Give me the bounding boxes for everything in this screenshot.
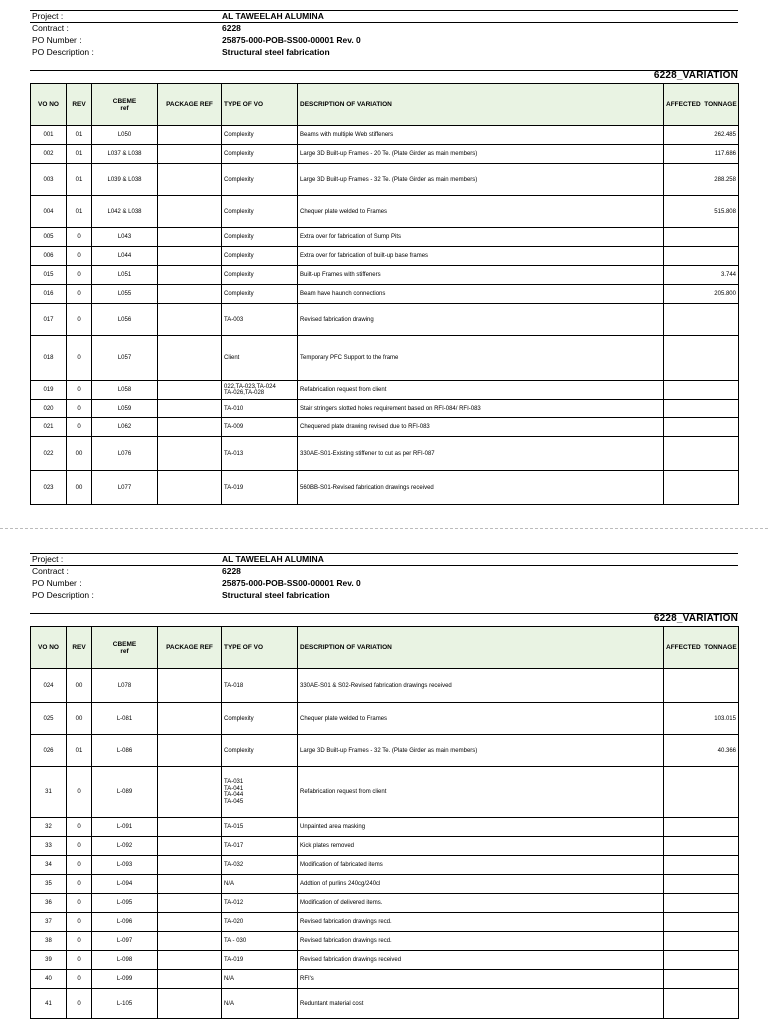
type-of-vo-cell: TA-015 xyxy=(222,818,298,837)
cbeme-ref-cell: L055 xyxy=(92,285,158,304)
table-row xyxy=(31,735,739,767)
type-of-vo-cell: Complexity xyxy=(222,285,298,304)
rev-cell: 01 xyxy=(67,145,92,164)
col-description: DESCRIPTION OF VARIATION xyxy=(298,84,664,126)
table-row xyxy=(31,126,739,145)
description-cell: Stair stringers slotted holes requirement based on RFI-084/ RFI-083 xyxy=(298,400,664,418)
package-ref-cell xyxy=(158,856,222,875)
sheet-page-1 xyxy=(30,10,738,505)
rev-cell: 0 xyxy=(67,913,92,932)
cbeme-ref-cell: L-094 xyxy=(92,875,158,894)
type-of-vo-cell: Complexity xyxy=(222,703,298,735)
package-ref-cell xyxy=(158,228,222,247)
tonnage-cell: 117.686 xyxy=(664,145,739,164)
col-cbeme-ref: CBEME ref xyxy=(92,627,158,669)
cbeme-ref-cell: L-099 xyxy=(92,970,158,989)
description-cell: Refabrication request from client xyxy=(298,767,664,818)
tonnage-cell xyxy=(664,669,739,703)
tonnage-cell xyxy=(664,767,739,818)
vo-no-cell: 017 xyxy=(31,304,67,336)
cbeme-ref-cell: L-089 xyxy=(92,767,158,818)
table-row xyxy=(31,304,739,336)
po-number-label: PO Number : xyxy=(32,35,82,45)
cbeme-ref-cell: L-096 xyxy=(92,913,158,932)
cbeme-ref-cell: L-081 xyxy=(92,703,158,735)
package-ref-cell xyxy=(158,703,222,735)
description-cell: Revised fabrication drawings recd. xyxy=(298,913,664,932)
table-row xyxy=(31,285,739,304)
vo-no-cell: 40 xyxy=(31,970,67,989)
vo-no-cell: 39 xyxy=(31,951,67,970)
tonnage-cell: 3.744 xyxy=(664,266,739,285)
table-row xyxy=(31,818,739,837)
package-ref-cell xyxy=(158,989,222,1019)
cbeme-ref-cell: L-105 xyxy=(92,989,158,1019)
cbeme-ref-cell: L042 & L038 xyxy=(92,196,158,228)
package-ref-cell xyxy=(158,126,222,145)
type-of-vo-cell: TA-032 xyxy=(222,856,298,875)
cbeme-ref-cell: L062 xyxy=(92,418,158,437)
package-ref-cell xyxy=(158,285,222,304)
description-cell: 330AE-S01 & S02-Revised fabrication drawings received xyxy=(298,669,664,703)
table-row xyxy=(31,913,739,932)
vo-no-cell: 37 xyxy=(31,913,67,932)
cbeme-ref-cell: L-092 xyxy=(92,837,158,856)
vo-no-cell: 021 xyxy=(31,418,67,437)
sheet-header xyxy=(30,10,738,81)
description-cell: Modification of fabricated items xyxy=(298,856,664,875)
tonnage-cell xyxy=(664,875,739,894)
table-row xyxy=(31,951,739,970)
type-of-vo-cell: TA-013 xyxy=(222,437,298,471)
tonnage-cell xyxy=(664,818,739,837)
package-ref-cell xyxy=(158,669,222,703)
vo-no-cell: 31 xyxy=(31,767,67,818)
cbeme-ref-cell: L-097 xyxy=(92,932,158,951)
po-description-value: Structural steel fabrication xyxy=(222,47,330,57)
variation-table xyxy=(30,83,739,505)
description-cell: Large 3D Built-up Frames - 32 Te. (Plate Girder as main members) xyxy=(298,164,664,196)
type-of-vo-cell: Complexity xyxy=(222,735,298,767)
description-cell: Temporary PFC Support to the frame xyxy=(298,336,664,381)
contract-label: Contract : xyxy=(32,23,69,33)
po-description-value: Structural steel fabrication xyxy=(222,590,330,600)
vo-no-cell: 006 xyxy=(31,247,67,266)
table-row xyxy=(31,164,739,196)
type-of-vo-cell: TA-020 xyxy=(222,913,298,932)
rev-cell: 00 xyxy=(67,471,92,505)
package-ref-cell xyxy=(158,471,222,505)
tonnage-cell: 288.258 xyxy=(664,164,739,196)
vo-no-cell: 004 xyxy=(31,196,67,228)
package-ref-cell xyxy=(158,932,222,951)
table-row xyxy=(31,837,739,856)
cbeme-ref-cell: L039 & L038 xyxy=(92,164,158,196)
package-ref-cell xyxy=(158,951,222,970)
vo-no-cell: 005 xyxy=(31,228,67,247)
table-row xyxy=(31,381,739,400)
rev-cell: 00 xyxy=(67,703,92,735)
type-of-vo-cell: TA-031 TA-041 TA-044 TA-045 xyxy=(222,767,298,818)
rev-cell: 0 xyxy=(67,418,92,437)
col-description: DESCRIPTION OF VARIATION xyxy=(298,627,664,669)
cbeme-ref-cell: L-086 xyxy=(92,735,158,767)
vo-no-cell: 36 xyxy=(31,894,67,913)
cbeme-ref-cell: L050 xyxy=(92,126,158,145)
tonnage-cell xyxy=(664,837,739,856)
table-row xyxy=(31,875,739,894)
col-type-of-vo: TYPE OF VO xyxy=(222,627,298,669)
package-ref-cell xyxy=(158,145,222,164)
rev-cell: 01 xyxy=(67,164,92,196)
po-number-value: 25875-000-POB-SS00-00001 Rev. 0 xyxy=(222,578,361,588)
package-ref-cell xyxy=(158,266,222,285)
vo-no-cell: 025 xyxy=(31,703,67,735)
table-row xyxy=(31,247,739,266)
rev-cell: 0 xyxy=(67,247,92,266)
table-body xyxy=(31,126,739,505)
tonnage-cell: 40.366 xyxy=(664,735,739,767)
vo-no-cell: 015 xyxy=(31,266,67,285)
type-of-vo-cell: TA-019 xyxy=(222,951,298,970)
type-of-vo-cell: Complexity xyxy=(222,145,298,164)
package-ref-cell xyxy=(158,400,222,418)
tonnage-cell xyxy=(664,894,739,913)
description-cell: Unpainted area masking xyxy=(298,818,664,837)
col-affected-tonnage: AFFECTED TONNAGE xyxy=(664,84,739,126)
rev-cell: 0 xyxy=(67,989,92,1019)
rev-cell: 0 xyxy=(67,894,92,913)
rev-cell: 01 xyxy=(67,196,92,228)
package-ref-cell xyxy=(158,437,222,471)
vo-no-cell: 41 xyxy=(31,989,67,1019)
package-ref-cell xyxy=(158,837,222,856)
description-cell: Chequer plate welded to Frames xyxy=(298,196,664,228)
variation-title: 6228_VARIATION xyxy=(653,613,738,624)
table-row xyxy=(31,767,739,818)
rev-cell: 0 xyxy=(67,400,92,418)
variation-title: 6228_VARIATION xyxy=(653,70,738,81)
rev-cell: 0 xyxy=(67,336,92,381)
vo-no-cell: 002 xyxy=(31,145,67,164)
table-header-row xyxy=(31,84,739,126)
description-cell: Addtion of purlins 240cg/240cl xyxy=(298,875,664,894)
vo-no-cell: 026 xyxy=(31,735,67,767)
rev-cell: 0 xyxy=(67,767,92,818)
vo-no-cell: 32 xyxy=(31,818,67,837)
rev-cell: 0 xyxy=(67,228,92,247)
table-row xyxy=(31,437,739,471)
type-of-vo-cell: Complexity xyxy=(222,228,298,247)
description-cell: 560BB-S01-Revised fabrication drawings received xyxy=(298,471,664,505)
table-body xyxy=(31,669,739,1019)
cbeme-ref-cell: L-093 xyxy=(92,856,158,875)
cbeme-ref-cell: L076 xyxy=(92,437,158,471)
col-package-ref: PACKAGE REF xyxy=(158,84,222,126)
package-ref-cell xyxy=(158,970,222,989)
tonnage-cell: 262.485 xyxy=(664,126,739,145)
rev-cell: 0 xyxy=(67,970,92,989)
cbeme-ref-cell: L044 xyxy=(92,247,158,266)
package-ref-cell xyxy=(158,818,222,837)
description-cell: Revised fabrication drawings recd. xyxy=(298,932,664,951)
vo-no-cell: 024 xyxy=(31,669,67,703)
tonnage-cell xyxy=(664,970,739,989)
tonnage-cell: 103.015 xyxy=(664,703,739,735)
vo-no-cell: 34 xyxy=(31,856,67,875)
table-row xyxy=(31,266,739,285)
tonnage-cell xyxy=(664,856,739,875)
contract-label: Contract : xyxy=(32,566,69,576)
col-vo-no: VO NO xyxy=(31,84,67,126)
type-of-vo-cell: Complexity xyxy=(222,126,298,145)
description-cell: Revised fabrication drawing xyxy=(298,304,664,336)
table-header-row xyxy=(31,627,739,669)
po-description-label: PO Description : xyxy=(32,47,94,57)
description-cell: Extra over for fabrication of Sump Pits xyxy=(298,228,664,247)
col-type-of-vo: TYPE OF VO xyxy=(222,84,298,126)
cbeme-ref-cell: L058 xyxy=(92,381,158,400)
description-cell: Modification of delivered items. xyxy=(298,894,664,913)
description-cell: Built-up Frames with stiffeners xyxy=(298,266,664,285)
package-ref-cell xyxy=(158,735,222,767)
vo-no-cell: 001 xyxy=(31,126,67,145)
table-row xyxy=(31,336,739,381)
rev-cell: 0 xyxy=(67,266,92,285)
cbeme-ref-cell: L056 xyxy=(92,304,158,336)
type-of-vo-cell: Complexity xyxy=(222,247,298,266)
package-ref-cell xyxy=(158,304,222,336)
tonnage-cell xyxy=(664,381,739,400)
table-row xyxy=(31,669,739,703)
tonnage-cell xyxy=(664,932,739,951)
tonnage-cell xyxy=(664,400,739,418)
vo-no-cell: 35 xyxy=(31,875,67,894)
vo-no-cell: 018 xyxy=(31,336,67,381)
table-row xyxy=(31,894,739,913)
table-row xyxy=(31,228,739,247)
variation-table xyxy=(30,626,739,1019)
type-of-vo-cell: TA - 030 xyxy=(222,932,298,951)
table-row xyxy=(31,145,739,164)
type-of-vo-cell: TA-009 xyxy=(222,418,298,437)
col-vo-no: VO NO xyxy=(31,627,67,669)
cbeme-ref-cell: L037 & L038 xyxy=(92,145,158,164)
type-of-vo-cell: TA-019 xyxy=(222,471,298,505)
package-ref-cell xyxy=(158,767,222,818)
tonnage-cell xyxy=(664,418,739,437)
description-cell: Revised fabrication drawings received xyxy=(298,951,664,970)
vo-no-cell: 33 xyxy=(31,837,67,856)
package-ref-cell xyxy=(158,336,222,381)
description-cell: Kick plates removed xyxy=(298,837,664,856)
rev-cell: 0 xyxy=(67,951,92,970)
package-ref-cell xyxy=(158,875,222,894)
type-of-vo-cell: TA-018 xyxy=(222,669,298,703)
page-separator xyxy=(0,528,768,530)
type-of-vo-cell: Complexity xyxy=(222,196,298,228)
cbeme-ref-cell: L059 xyxy=(92,400,158,418)
table-row xyxy=(31,989,739,1019)
cbeme-ref-cell: L-098 xyxy=(92,951,158,970)
contract-value: 6228 xyxy=(222,23,241,33)
package-ref-cell xyxy=(158,196,222,228)
tonnage-cell xyxy=(664,228,739,247)
description-cell: Chequer plate welded to Frames xyxy=(298,703,664,735)
rev-cell: 00 xyxy=(67,437,92,471)
col-package-ref: PACKAGE REF xyxy=(158,627,222,669)
cbeme-ref-cell: L057 xyxy=(92,336,158,381)
col-rev: REV xyxy=(67,84,92,126)
type-of-vo-cell: N/A xyxy=(222,970,298,989)
description-cell: Reduntant material cost xyxy=(298,989,664,1019)
po-number-label: PO Number : xyxy=(32,578,82,588)
type-of-vo-cell: TA-012 xyxy=(222,894,298,913)
tonnage-cell xyxy=(664,989,739,1019)
table-row xyxy=(31,970,739,989)
cbeme-ref-cell: L-091 xyxy=(92,818,158,837)
vo-no-cell: 38 xyxy=(31,932,67,951)
rev-cell: 0 xyxy=(67,818,92,837)
type-of-vo-cell: N/A xyxy=(222,875,298,894)
tonnage-cell xyxy=(664,437,739,471)
table-row xyxy=(31,196,739,228)
description-cell: Beams with multiple Web stiffeners xyxy=(298,126,664,145)
rev-cell: 01 xyxy=(67,735,92,767)
description-cell: RFI's xyxy=(298,970,664,989)
package-ref-cell xyxy=(158,381,222,400)
description-cell: Refabrication request from client xyxy=(298,381,664,400)
package-ref-cell xyxy=(158,913,222,932)
table-row xyxy=(31,471,739,505)
col-rev: REV xyxy=(67,627,92,669)
rev-cell: 0 xyxy=(67,856,92,875)
sheet-header xyxy=(30,553,738,624)
table-row xyxy=(31,400,739,418)
project-label: Project : xyxy=(32,554,64,564)
type-of-vo-cell: N/A xyxy=(222,989,298,1019)
description-cell: Chequered plate drawing revised due to RFI-083 xyxy=(298,418,664,437)
table-row xyxy=(31,703,739,735)
po-number-value: 25875-000-POB-SS00-00001 Rev. 0 xyxy=(222,35,361,45)
table-row xyxy=(31,418,739,437)
type-of-vo-cell: Client xyxy=(222,336,298,381)
package-ref-cell xyxy=(158,894,222,913)
description-cell: Large 3D Built-up Frames - 20 Te. (Plate Girder as main members) xyxy=(298,145,664,164)
rev-cell: 0 xyxy=(67,285,92,304)
type-of-vo-cell: TA-010 xyxy=(222,400,298,418)
vo-no-cell: 022 xyxy=(31,437,67,471)
col-affected-tonnage: AFFECTED TONNAGE xyxy=(664,627,739,669)
project-value: AL TAWEELAH ALUMINA xyxy=(222,11,324,21)
cbeme-ref-cell: L077 xyxy=(92,471,158,505)
rev-cell: 0 xyxy=(67,932,92,951)
tonnage-cell: 205.800 xyxy=(664,285,739,304)
cbeme-ref-cell: L-095 xyxy=(92,894,158,913)
type-of-vo-cell: TA-003 xyxy=(222,304,298,336)
rev-cell: 0 xyxy=(67,837,92,856)
po-description-label: PO Description : xyxy=(32,590,94,600)
sheet-page-2 xyxy=(30,553,738,1019)
package-ref-cell xyxy=(158,247,222,266)
description-cell: Extra over for fabrication of built-up base frames xyxy=(298,247,664,266)
package-ref-cell xyxy=(158,418,222,437)
tonnage-cell xyxy=(664,913,739,932)
table-row xyxy=(31,856,739,875)
type-of-vo-cell: 022,TA-023,TA-024 TA-026,TA-028 xyxy=(222,381,298,400)
project-label: Project : xyxy=(32,11,64,21)
rev-cell: 0 xyxy=(67,304,92,336)
cbeme-ref-cell: L051 xyxy=(92,266,158,285)
cbeme-ref-cell: L043 xyxy=(92,228,158,247)
vo-no-cell: 016 xyxy=(31,285,67,304)
tonnage-cell xyxy=(664,951,739,970)
tonnage-cell: 515.808 xyxy=(664,196,739,228)
tonnage-cell xyxy=(664,247,739,266)
rev-cell: 00 xyxy=(67,669,92,703)
project-value: AL TAWEELAH ALUMINA xyxy=(222,554,324,564)
cbeme-ref-cell: L078 xyxy=(92,669,158,703)
vo-no-cell: 003 xyxy=(31,164,67,196)
description-cell: Beam have haunch connections xyxy=(298,285,664,304)
contract-value: 6228 xyxy=(222,566,241,576)
description-cell: Large 3D Built-up Frames - 32 Te. (Plate Girder as main members) xyxy=(298,735,664,767)
vo-no-cell: 023 xyxy=(31,471,67,505)
tonnage-cell xyxy=(664,304,739,336)
tonnage-cell xyxy=(664,336,739,381)
rev-cell: 01 xyxy=(67,126,92,145)
vo-no-cell: 019 xyxy=(31,381,67,400)
vo-no-cell: 020 xyxy=(31,400,67,418)
type-of-vo-cell: TA-017 xyxy=(222,837,298,856)
description-cell: 330AE-S01-Existing stiffener to cut as per RFI-087 xyxy=(298,437,664,471)
type-of-vo-cell: Complexity xyxy=(222,266,298,285)
tonnage-cell xyxy=(664,471,739,505)
package-ref-cell xyxy=(158,164,222,196)
table-row xyxy=(31,932,739,951)
type-of-vo-cell: Complexity xyxy=(222,164,298,196)
col-cbeme-ref: CBEME ref xyxy=(92,84,158,126)
rev-cell: 0 xyxy=(67,381,92,400)
rev-cell: 0 xyxy=(67,875,92,894)
